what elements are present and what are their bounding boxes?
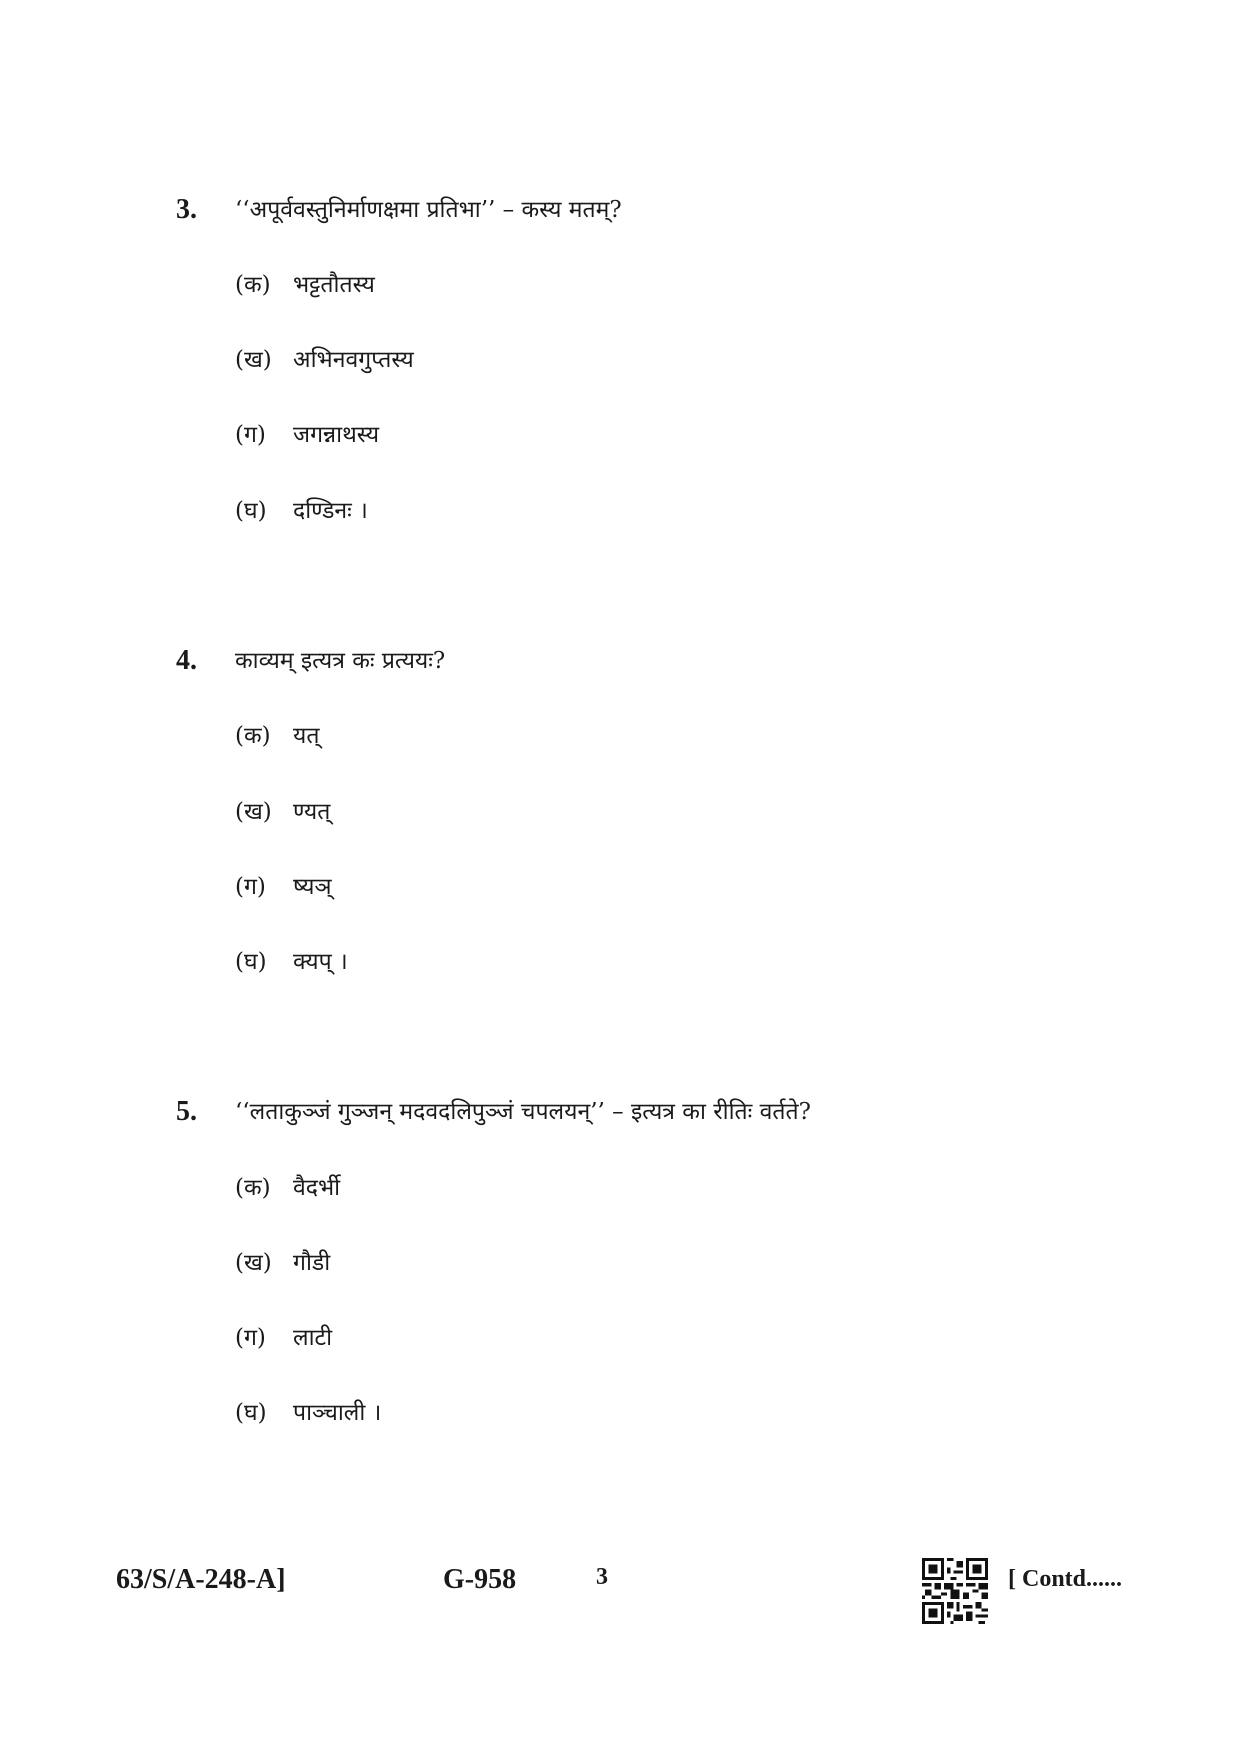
page-footer	[0, 1558, 1241, 1608]
option-gha	[235, 1393, 381, 1433]
option-text: क्यप् ।	[293, 949, 348, 975]
option-ka	[235, 1168, 340, 1208]
option-label: (ग)	[235, 874, 266, 900]
option-gha	[235, 491, 368, 531]
option-label: (ख)	[235, 799, 272, 825]
option-label: (क)	[235, 272, 271, 298]
option-ga	[235, 1318, 332, 1358]
option-label: (घ)	[235, 949, 267, 975]
paper-code: 63/S/A-248-A]	[116, 1564, 286, 1595]
option-label: (घ)	[235, 1400, 267, 1426]
option-text: ण्यत्	[293, 799, 331, 825]
option-text: गौडी	[293, 1250, 331, 1276]
question-number: 5.	[176, 1096, 197, 1127]
option-text: लाटी	[293, 1325, 333, 1351]
option-ga	[235, 867, 332, 907]
option-text: पाञ्चाली ।	[293, 1400, 382, 1426]
option-text: यत्	[293, 723, 320, 749]
option-label: (क)	[235, 723, 271, 749]
question-text: ‘‘लताकुञ्जं गुञ्जन् मदवदलिपुञ्जं चपलयन्’’ – इत्यत्र का रीतिः वर्तते?	[235, 1099, 811, 1125]
option-text: वैदर्भी	[293, 1175, 341, 1201]
option-label: (क)	[235, 1175, 271, 1201]
option-text: ष्यञ्	[293, 874, 332, 900]
option-text: दण्डिनः ।	[293, 498, 368, 524]
option-label: (घ)	[235, 498, 267, 524]
question-text: ‘‘अपूर्ववस्तुनिर्माणक्षमा प्रतिभा’’ – कस्य मतम्?	[235, 197, 622, 223]
option-kha	[235, 1243, 330, 1283]
option-kha	[235, 340, 414, 380]
continued-note: [ Contd......	[1008, 1566, 1123, 1592]
option-text: भट्टतौतस्य	[293, 272, 375, 298]
option-ka	[235, 265, 375, 305]
option-ka	[235, 716, 319, 756]
question-number: 4.	[176, 645, 197, 676]
option-label: (ख)	[235, 347, 272, 373]
option-label: (ग)	[235, 422, 266, 448]
option-gha	[235, 942, 348, 982]
question-text: काव्यम् इत्यत्र कः प्रत्ययः?	[235, 648, 446, 674]
series-code: G-958	[443, 1564, 517, 1595]
question-number: 3.	[176, 194, 197, 225]
option-text: अभिनवगुप्तस्य	[293, 347, 414, 373]
option-kha	[235, 792, 330, 832]
option-ga	[235, 415, 379, 455]
page-number: 3	[596, 1564, 608, 1590]
option-label: (ग)	[235, 1325, 266, 1351]
option-text: जगन्नाथस्य	[293, 422, 380, 448]
qr-code-icon	[922, 1558, 988, 1624]
option-label: (ख)	[235, 1250, 272, 1276]
